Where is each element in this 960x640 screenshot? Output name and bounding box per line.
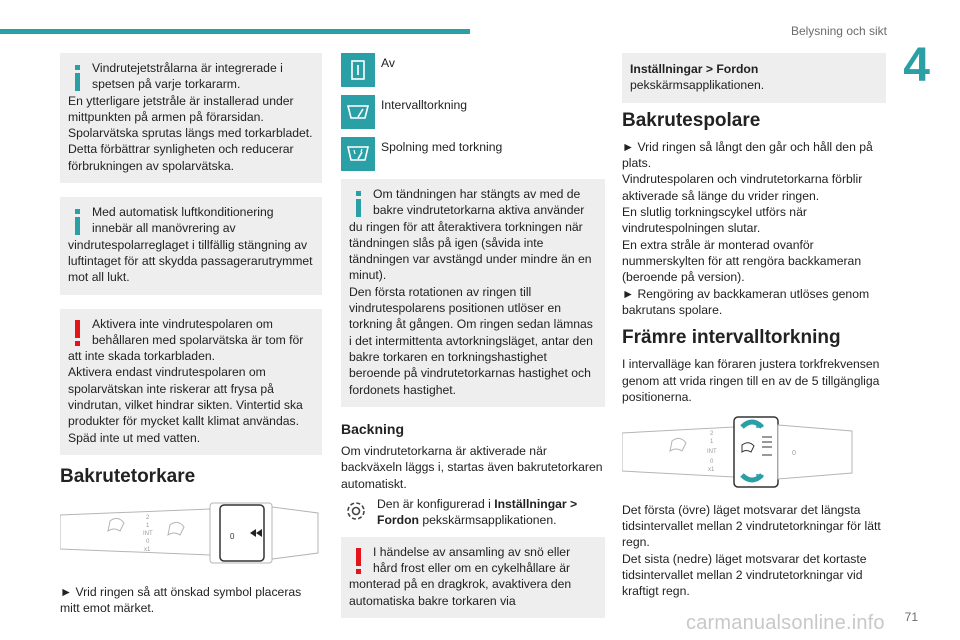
front-wiper-stalk-illustration xyxy=(622,415,886,493)
warning-text: Aktivera endast vindrutespolaren om spolarvätskan inte riskerar att frysa på vindrutan, vilket hindrar sikten. Vintertid ska produkter för mycket kallt klimat användas. Späd inte ut med vatten. xyxy=(68,365,303,445)
wiper-interval-icon xyxy=(341,95,375,129)
body-text: Om vindrutetorkarna är aktiverade när backväxeln läggs i, startas även bakrutetorkaren automatiskt. xyxy=(341,444,603,491)
info-note xyxy=(60,197,322,294)
warning-text: att inte skada torkarbladen. xyxy=(68,349,216,364)
stalk-label: INT xyxy=(707,449,717,456)
info-icon xyxy=(70,206,86,238)
wiper-mode-wash xyxy=(341,137,605,171)
column-1 xyxy=(60,53,322,616)
gear-icon xyxy=(341,496,371,526)
section-heading: Främre intervalltorkning xyxy=(622,327,841,349)
stalk-label: 0 xyxy=(146,539,150,546)
stalk-label: 1 xyxy=(146,523,150,530)
stalk-label: INT xyxy=(143,531,153,538)
watermark: carmanualsonline.info xyxy=(686,612,885,634)
config-suffix: pekskärmsapplikationen. xyxy=(418,513,557,528)
rear-wiper-stalk-illustration xyxy=(60,495,322,573)
note-text: Med automatisk luftkonditionering innebär all manövrering av xyxy=(92,205,274,236)
column-2 xyxy=(341,53,605,632)
stalk-label: 1 xyxy=(710,439,714,446)
config-hint xyxy=(341,496,605,529)
header-accent-bar xyxy=(0,29,470,34)
body-text: I intervalläge kan föraren justera torkfrekvensen genom att vrida ringen till en av de 5 tillgängliga positionerna. xyxy=(622,357,880,405)
stalk-label: x1 xyxy=(708,467,715,474)
warning-text: I händelse av ansamling av snö eller hård frost eller om en cykelhållare är xyxy=(373,544,571,575)
warning-note xyxy=(60,309,322,455)
note-text: vindrutespolarreglaget i tillfällig stängning av luftintaget för att skydda passagerarutrymmet mot all lukt. xyxy=(68,237,313,285)
note-text: pekskärmsapplikationen. xyxy=(630,78,765,93)
stalk-label: 2 xyxy=(146,515,150,522)
body-text: En extra stråle är monterad ovanför nummerskylten för att rengöra backkameran (beroende på version). xyxy=(622,237,862,285)
wiper-wash-icon xyxy=(341,137,375,171)
warning-icon xyxy=(351,546,367,578)
body-text: Vindrutespolaren och vindrutetorkarna förblir aktiverade så länge du vrider ringen. xyxy=(622,172,863,203)
wiper-mode-interval xyxy=(341,95,605,129)
wiper-mode-label: Intervalltorkning xyxy=(381,98,468,112)
config-text xyxy=(377,496,605,529)
warning-note xyxy=(341,537,605,618)
body-text: ► Rengöring av backkameran utlöses genom bakrutans spolare. xyxy=(622,286,870,317)
warning-text: monterad på en dragkrok, avaktivera den automatiska bakre torkaren via xyxy=(349,577,572,608)
body-text: En slutlig torkningscykel utförs när vindrutespolningen slutar. xyxy=(622,205,807,236)
column-3 xyxy=(622,53,886,599)
body-text: ► Vrid ringen så långt den går och håll den på plats. xyxy=(622,139,873,171)
info-note xyxy=(341,179,605,407)
section-heading: Bakrutespolare xyxy=(622,109,761,131)
menu-path: Inställningar > Fordon xyxy=(630,62,759,76)
wiper-mode-off xyxy=(341,53,605,87)
note-text: Om tändningen har stängts av med de bakre vindrutetorkarna aktiva använder xyxy=(373,187,585,218)
subsection-heading: Backning xyxy=(341,420,405,437)
page-number: 71 xyxy=(904,610,918,624)
config-prefix: Den är konfigurerad i xyxy=(377,497,495,512)
warning-text: Aktivera inte vindrutespolaren om behållaren med spolarvätska är tom för xyxy=(92,316,304,347)
wiper-mode-label: Av xyxy=(381,56,396,70)
stalk-label: x1 xyxy=(144,547,151,554)
info-icon xyxy=(351,188,367,220)
section-heading: Bakrutetorkare xyxy=(60,465,196,487)
body-text: Det första (övre) läget motsvarar det längsta tidsintervallet mellan 2 vindrutetorkningar för lätt regn. xyxy=(622,502,881,550)
warning-icon xyxy=(70,318,86,350)
body-text: Det sista (nedre) läget motsvarar det kortaste tidsintervallet mellan 2 vindrutetorkningar vid kraftigt regn. xyxy=(622,551,867,599)
info-icon xyxy=(70,62,86,94)
note-text: Vindrutejetstrålarna är integrerade i spetsen på varje torkararm. xyxy=(92,61,283,92)
section-title: Belysning och sikt xyxy=(790,24,887,38)
note-text: En ytterligare jetstråle är installerad under mittpunkten på armen på förarsidan. Spolarvätska sprutas längs med torkarbladet. Detta förbättrar synligheten och reducerar förbrukningen av spolarvätska. xyxy=(68,93,313,173)
note-text: du ringen för att återaktivera torkningen när tändningen slås på igen (såvida inte tändningen var avstängd under mindre än en minut). xyxy=(349,219,592,283)
stalk-label: 2 xyxy=(710,431,714,438)
stalk-label: 0 xyxy=(792,450,796,458)
wiper-mode-label: Spolning med torkning xyxy=(381,140,503,154)
wiper-off-icon xyxy=(341,53,375,87)
chapter-number: 4 xyxy=(903,39,930,92)
stalk-label: 0 xyxy=(710,459,714,466)
note-text: Den första rotationen av ringen till vindrutespolarens positionen utlöser en torkning åt gången. Om ringen sedan lämnas i det intermittenta avtorkningsläget, antar den bakre torkaren en torkningshastighet beroende på vindrutetorkarnas hastighet och fordonets hastighet. xyxy=(349,284,593,397)
info-note xyxy=(60,53,322,183)
config-menu-path: Inställningar > Fordon xyxy=(377,497,578,528)
continued-note xyxy=(622,53,886,103)
stalk-label: 0 xyxy=(230,532,235,542)
instruction-step: ► Vrid ringen så att önskad symbol placeras mitt emot märket. xyxy=(60,584,302,615)
